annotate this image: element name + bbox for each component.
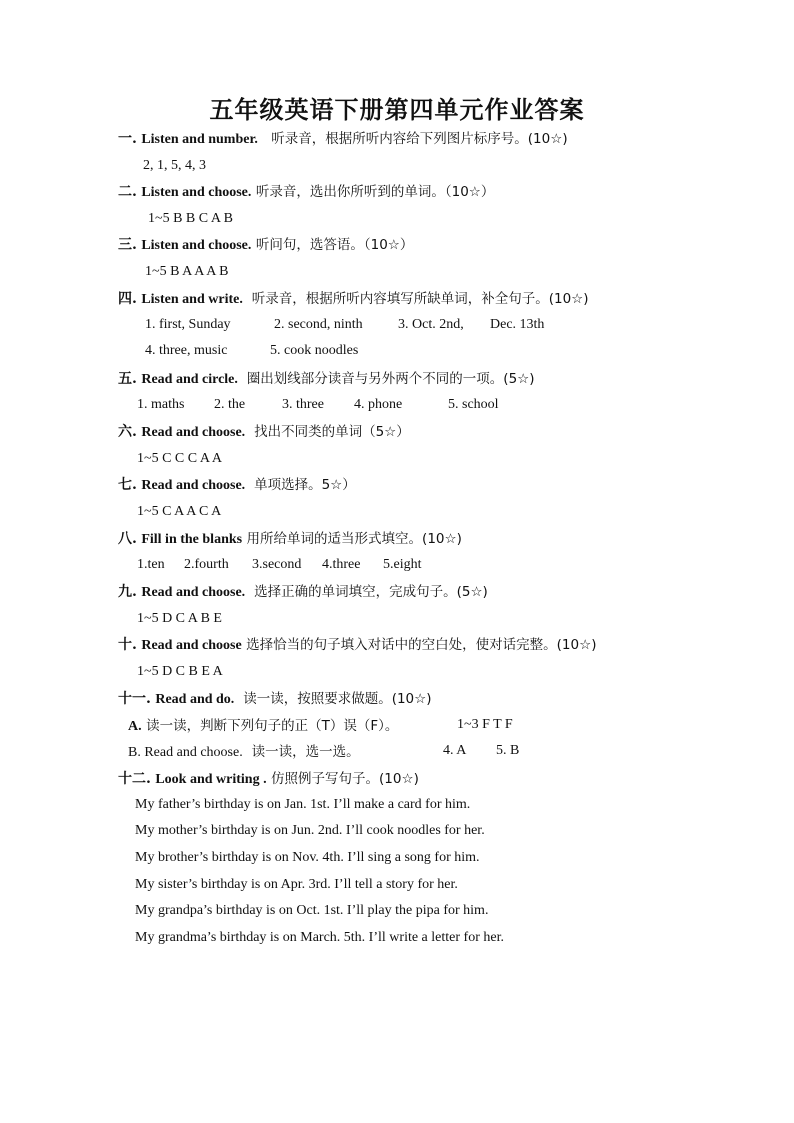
section-instruction-en: Fill in the blanks xyxy=(141,532,243,547)
section-heading xyxy=(118,770,419,789)
section-instruction-cn: 听录音，根据所听内容给下列图片标序号。(10☆) xyxy=(271,131,568,147)
section-instruction-en: Listen and number. xyxy=(141,132,258,147)
section-answer: 1~5 C A A C A xyxy=(137,504,222,519)
answer-item: 1.ten xyxy=(137,557,165,572)
section-number: 三. xyxy=(118,237,137,253)
example-sentence: My grandpa’s birthday is on Oct. 1st. I’ll play the pipa for him. xyxy=(135,903,489,918)
section-heading xyxy=(118,530,462,549)
section-instruction-cn: 听问句，选答语。（10☆） xyxy=(255,237,414,253)
section-answer: 1~5 D C A B E xyxy=(137,611,222,626)
answer-item: 3. three xyxy=(282,397,324,412)
section-heading xyxy=(118,423,410,442)
section-answer: 1~5 C C C A A xyxy=(137,451,222,466)
section-number: 十. xyxy=(118,637,137,653)
section-instruction-cn: 仿照例子写句子。(10☆) xyxy=(271,771,419,787)
section-instruction-en: Read and circle. xyxy=(141,372,238,387)
answer-item: 4. three, music xyxy=(145,343,228,358)
section-number: 一. xyxy=(118,131,137,147)
section-instruction-en: Listen and choose. xyxy=(141,185,252,200)
section-instruction-cn: 读一读，按照要求做题。(10☆) xyxy=(243,691,432,707)
section-instruction-en: Read and do. xyxy=(155,692,235,707)
answer-item: 5. B xyxy=(496,743,520,758)
example-sentence: My sister’s birthday is on Apr. 3rd. I’ll tell a story for her. xyxy=(135,877,458,892)
section-instruction-cn: 用所给单词的适当形式填空。(10☆) xyxy=(246,531,462,547)
section-instruction-en: Read and choose xyxy=(141,638,242,653)
section-heading xyxy=(118,583,488,602)
section-answer: 1~5 B B C A B xyxy=(148,211,233,226)
answer-item: Dec. 13th xyxy=(490,317,545,332)
section-answer: 1~3 F T F xyxy=(457,717,513,732)
sub-question-label: A. xyxy=(128,719,142,734)
section-number: 九. xyxy=(118,584,137,600)
answer-item: 5.eight xyxy=(383,557,422,572)
section-heading xyxy=(118,690,432,709)
section-heading xyxy=(118,370,535,389)
section-instruction-cn: 单项选择。5☆） xyxy=(254,477,356,493)
page-title: 五年级英语下册第四单元作业答案 xyxy=(209,95,585,124)
section-number: 十一. xyxy=(118,691,151,707)
section-instruction-cn: 圈出划线部分读音与另外两个不同的一项。(5☆) xyxy=(246,371,535,387)
answer-item: 5. school xyxy=(448,397,499,412)
section-number: 八. xyxy=(118,531,137,547)
answer-item: 1. maths xyxy=(137,397,185,412)
section-heading xyxy=(118,476,356,495)
sub-question-instruction: 读一读，选一选。 xyxy=(251,744,360,760)
section-number: 四. xyxy=(118,291,137,307)
answer-item: 3. Oct. 2nd, xyxy=(398,317,464,332)
section-instruction-en: Listen and write. xyxy=(141,292,243,307)
section-number: 七. xyxy=(118,477,137,493)
section-number: 二. xyxy=(118,184,137,200)
section-answer: 1~5 D C B E A xyxy=(137,664,223,679)
answer-item: 4. A xyxy=(443,743,467,758)
section-heading xyxy=(118,130,568,149)
answer-item: 5. cook noodles xyxy=(270,343,359,358)
section-number: 十二. xyxy=(118,771,151,787)
section-heading xyxy=(118,236,413,255)
section-instruction-cn: 听录音，根据所听内容填写所缺单词，补全句子。(10☆) xyxy=(251,291,589,307)
section-heading xyxy=(118,636,596,655)
section-instruction-en: Listen and choose. xyxy=(141,238,252,253)
section-instruction-en: Read and choose. xyxy=(141,478,246,493)
example-sentence: My father’s birthday is on Jan. 1st. I’ll make a card for him. xyxy=(135,797,471,812)
answer-item: 2.fourth xyxy=(184,557,229,572)
answer-item: 3.second xyxy=(252,557,302,572)
section-instruction-en: Read and choose. xyxy=(141,585,246,600)
sub-question-label: B. Read and choose. xyxy=(128,745,243,760)
sub-question-b xyxy=(128,743,360,762)
example-sentence: My grandma’s birthday is on March. 5th. I’ll write a letter for her. xyxy=(135,930,504,945)
answer-item: 4. phone xyxy=(354,397,403,412)
sub-question-a xyxy=(128,717,398,736)
section-instruction-cn: 听录音，选出你所听到的单词。（10☆） xyxy=(255,184,495,200)
section-answer: 1~5 B A A A B xyxy=(145,264,229,279)
sub-question-instruction: 读一读，判断下列句子的正（T）误（F）。 xyxy=(146,718,399,734)
section-number: 五. xyxy=(118,371,137,387)
section-answer: 2, 1, 5, 4, 3 xyxy=(143,158,206,173)
section-heading xyxy=(118,290,589,309)
answer-item: 2. second, ninth xyxy=(274,317,363,332)
section-instruction-cn: 选择恰当的句子填入对话中的空白处，使对话完整。(10☆) xyxy=(246,637,597,653)
section-instruction-en: Read and choose. xyxy=(141,425,246,440)
answer-item: 2. the xyxy=(214,397,246,412)
section-instruction-cn: 选择正确的单词填空，完成句子。(5☆) xyxy=(254,584,488,600)
section-instruction-en: Look and writing . xyxy=(155,772,267,787)
example-sentence: My mother’s birthday is on Jun. 2nd. I’ll cook noodles for her. xyxy=(135,823,485,838)
answer-item: 1. first, Sunday xyxy=(145,317,231,332)
answer-item: 4.three xyxy=(322,557,361,572)
example-sentence: My brother’s birthday is on Nov. 4th. I’ll sing a song for him. xyxy=(135,850,480,865)
section-instruction-cn: 找出不同类的单词（5☆） xyxy=(254,424,410,440)
section-number: 六. xyxy=(118,424,137,440)
section-heading xyxy=(118,183,494,202)
